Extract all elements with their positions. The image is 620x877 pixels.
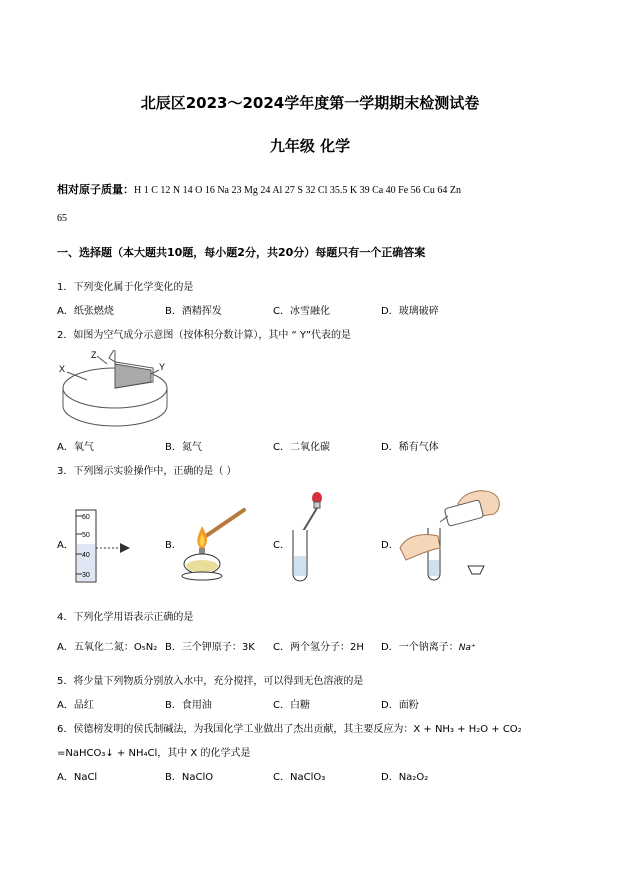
q5-option-c[interactable]: C．白糖 bbox=[273, 700, 310, 711]
q6-option-b[interactable]: B．NaClO bbox=[165, 772, 214, 783]
alcohol-lamp-image bbox=[178, 506, 248, 584]
label-z: Z bbox=[91, 350, 97, 360]
q6-option-c[interactable]: C．NaClO₃ bbox=[273, 772, 326, 783]
question-1-stem: 1．下列变化属于化学变化的是 bbox=[57, 282, 194, 293]
q2-option-b[interactable]: B．氮气 bbox=[165, 442, 202, 453]
atomic-mass-tail: 65 bbox=[57, 213, 67, 224]
atomic-mass-values: H 1 C 12 N 14 O 16 Na 23 Mg 24 Al 27 S 32 Cl 35.5 K 39 Ca 40 Fe 56 Cu 64 Zn bbox=[134, 185, 461, 196]
q5-option-b[interactable]: B．食用油 bbox=[165, 700, 212, 711]
q1-option-b[interactable]: B．酒精挥发 bbox=[165, 306, 222, 317]
question-4-stem: 4．下列化学用语表示正确的是 bbox=[57, 612, 194, 623]
dropper-testtube-image bbox=[285, 490, 335, 584]
q4-option-d[interactable] bbox=[381, 638, 476, 653]
sodium-ion-formula: Na⁺ bbox=[458, 643, 476, 653]
q2-option-d[interactable]: D．稀有气体 bbox=[381, 442, 439, 453]
question-6-stem: 6．侯德榜发明的侯氏制碱法，为我国化学工业做出了杰出贡献，其主要反应为：X + NH₃ + H₂O + CO₂ bbox=[57, 724, 522, 735]
q1-option-d[interactable]: D．玻璃破碎 bbox=[381, 306, 439, 317]
q6-option-a[interactable]: A．NaCl bbox=[57, 772, 98, 783]
q3-option-c[interactable]: C． bbox=[273, 540, 290, 551]
page-subtitle: 九年级 化学 bbox=[269, 137, 351, 155]
atomic-mass-line bbox=[57, 181, 461, 197]
section-heading: 一、选择题（本大题共10题，每小题2分，共20分）每题只有一个正确答案 bbox=[57, 246, 426, 259]
question-2-stem: 2．如图为空气成分示意图（按体积分数计算），其中 “ Y”代表的是 bbox=[57, 330, 352, 341]
label-y: Y bbox=[159, 362, 166, 372]
q1-option-c[interactable]: C．冰雪融化 bbox=[273, 306, 330, 317]
q3-option-a[interactable]: A． bbox=[57, 540, 74, 551]
q4-option-c[interactable]: C．两个氢分子：2H bbox=[273, 642, 364, 653]
tick-50: 50 bbox=[82, 532, 90, 539]
q2-option-a[interactable]: A．氧气 bbox=[57, 442, 94, 453]
atomic-mass-label: 相对原子质量： bbox=[57, 183, 134, 196]
q5-option-a[interactable]: A．品红 bbox=[57, 700, 94, 711]
tick-30: 30 bbox=[82, 572, 90, 579]
question-6-stem-continued: =NaHCO₃↓ + NH₄Cl，其中 X 的化学式是 bbox=[57, 748, 251, 759]
question-3-stem: 3．下列图示实验操作中，正确的是（ ） bbox=[57, 466, 237, 477]
q3-option-d[interactable]: D． bbox=[381, 540, 399, 551]
cylinder-reading-image bbox=[70, 508, 140, 584]
q1-option-a[interactable]: A．纸张燃烧 bbox=[57, 306, 114, 317]
eye-icon bbox=[120, 543, 130, 553]
q4-option-d-label: D．一个钠离子： bbox=[381, 642, 459, 653]
tick-40: 40 bbox=[82, 552, 90, 559]
tick-60: 60 bbox=[82, 514, 90, 521]
q3-option-b[interactable]: B． bbox=[165, 540, 182, 551]
question-5-stem: 5．将少量下列物质分别放入水中，充分搅拌，可以得到无色溶液的是 bbox=[57, 676, 364, 687]
air-composition-diagram bbox=[55, 350, 175, 430]
label-x: X bbox=[59, 364, 66, 374]
q5-option-d[interactable]: D．面粉 bbox=[381, 700, 419, 711]
q6-option-d[interactable]: D．Na₂O₂ bbox=[381, 772, 429, 783]
q2-option-c[interactable]: C．二氧化碳 bbox=[273, 442, 330, 453]
q4-option-b[interactable]: B．三个钾原子：3K bbox=[165, 642, 255, 653]
page-title: 北辰区2023～2024学年度第一学期期末检测试卷 bbox=[140, 94, 480, 112]
pour-liquid-image bbox=[398, 486, 508, 582]
q4-option-a[interactable]: A．五氧化二氮：O₅N₂ bbox=[57, 642, 158, 653]
